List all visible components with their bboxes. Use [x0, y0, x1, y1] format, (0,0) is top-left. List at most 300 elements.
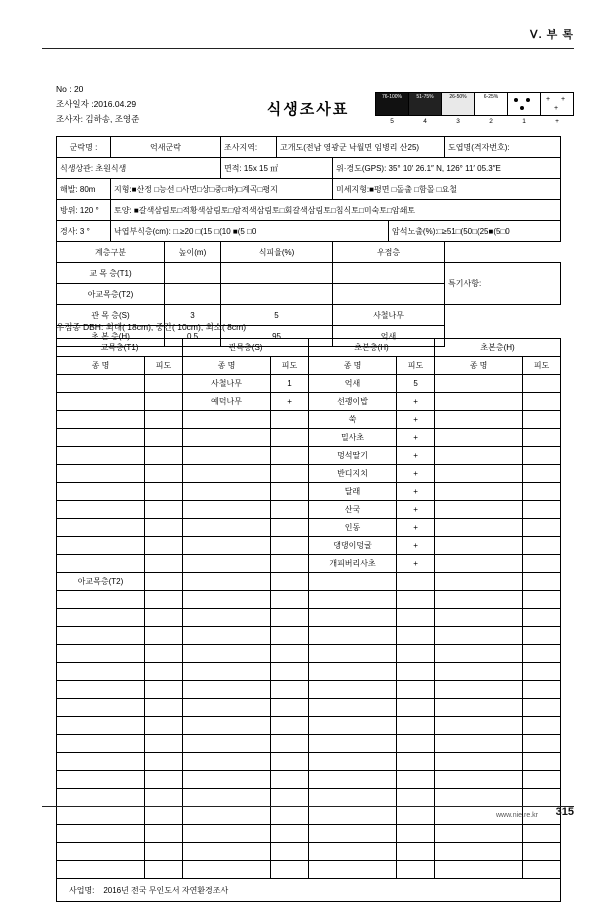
species-cover-cell[interactable] [523, 483, 561, 501]
species-name-cell[interactable] [309, 771, 397, 789]
species-name-cell[interactable] [57, 555, 145, 573]
species-name-cell[interactable] [309, 717, 397, 735]
species-cover-cell[interactable] [397, 735, 435, 753]
species-name-cell[interactable]: 쑥 [309, 411, 397, 429]
species-cover-cell[interactable] [271, 555, 309, 573]
table-row [57, 843, 561, 861]
species-name-cell[interactable] [435, 771, 523, 789]
species-cover-cell[interactable] [145, 447, 183, 465]
label-map-sheet: 도엽명(격자번호): [445, 137, 561, 158]
species-cover-cell[interactable] [271, 609, 309, 627]
species-cover-cell[interactable] [145, 735, 183, 753]
species-cover-cell[interactable] [145, 699, 183, 717]
species-name-cell[interactable] [309, 663, 397, 681]
species-name-cell[interactable] [183, 735, 271, 753]
species-name-cell[interactable] [57, 861, 145, 879]
species-cover-cell[interactable] [271, 717, 309, 735]
species-name-cell[interactable] [183, 771, 271, 789]
species-name-cell[interactable]: 반디지치 [309, 465, 397, 483]
species-name-cell[interactable] [435, 699, 523, 717]
species-name-cell[interactable] [183, 483, 271, 501]
species-name-cell[interactable] [435, 537, 523, 555]
legend-cell-plus [540, 92, 574, 125]
species-name-cell[interactable] [183, 591, 271, 609]
value-microlandform[interactable]: 미세지형:■평면 □돌출 □함몰 □요철 [333, 179, 561, 200]
form-row-aspect [57, 200, 561, 221]
table-row [57, 753, 561, 771]
species-cover-cell[interactable] [271, 537, 309, 555]
value-gps[interactable]: 위·경도(GPS): 35° 10′ 26.1″ N, 126° 11′ 05.3″E [333, 158, 561, 179]
species-name-cell[interactable] [435, 861, 523, 879]
label-community: 군락명 : [57, 137, 111, 158]
dbh-line: 우점종 DBH: 최대( 18cm), 중간( 10cm), 최소( 8cm) [56, 322, 247, 332]
legend-dot-icon [514, 98, 518, 102]
species-name-cell[interactable]: 인동 [309, 519, 397, 537]
species-cover-cell[interactable] [271, 573, 309, 591]
species-cover-cell[interactable] [271, 411, 309, 429]
species-name-cell[interactable]: 산국 [309, 501, 397, 519]
species-name-cell[interactable] [435, 789, 523, 807]
strata-height-s[interactable]: 3 [165, 305, 221, 326]
species-cover-cell[interactable] [523, 627, 561, 645]
species-name-cell[interactable] [57, 519, 145, 537]
species-cover-cell[interactable] [397, 645, 435, 663]
subheader-name-2: 종 명 [183, 357, 271, 375]
table-row [57, 645, 561, 663]
species-name-cell[interactable] [183, 555, 271, 573]
form-row-community [57, 137, 561, 158]
survey-form-table [56, 136, 561, 347]
species-cover-cell[interactable]: + [397, 429, 435, 447]
species-name-cell[interactable] [183, 861, 271, 879]
species-name-cell[interactable] [183, 411, 271, 429]
table-row [57, 537, 561, 555]
value-soil[interactable]: 토양: ■갈색삼림토□적황색삼림토□암적색삼림토□회갈색삼림토□침식토□미숙토□암쇄토 [111, 200, 561, 221]
species-name-cell[interactable] [435, 483, 523, 501]
legend-cell-5 [375, 92, 409, 125]
species-name-cell[interactable] [435, 645, 523, 663]
species-name-cell[interactable] [57, 843, 145, 861]
species-name-cell[interactable] [57, 501, 145, 519]
legend-num-3: 3 [456, 118, 460, 125]
table-row [57, 861, 561, 879]
species-cover-cell[interactable] [145, 465, 183, 483]
species-name-cell[interactable] [435, 429, 523, 447]
species-name-cell[interactable] [435, 609, 523, 627]
species-cover-cell[interactable] [145, 861, 183, 879]
species-cover-cell[interactable] [397, 627, 435, 645]
species-cover-cell[interactable]: + [397, 393, 435, 411]
species-cover-cell[interactable] [271, 771, 309, 789]
strata-dominant-t1[interactable] [333, 263, 445, 284]
species-name-cell[interactable] [183, 519, 271, 537]
value-slope[interactable]: 경사: 3 ° [57, 221, 111, 242]
table-row [57, 591, 561, 609]
species-cover-cell[interactable] [523, 681, 561, 699]
species-name-cell[interactable] [309, 645, 397, 663]
species-name-cell[interactable] [183, 699, 271, 717]
species-name-cell[interactable] [57, 627, 145, 645]
legend-num-4: 4 [423, 118, 427, 125]
strata-row-t1 [57, 263, 561, 284]
species-cover-cell[interactable] [145, 483, 183, 501]
species-cover-cell[interactable] [145, 555, 183, 573]
species-name-cell[interactable] [309, 627, 397, 645]
species-cover-cell[interactable] [523, 753, 561, 771]
form-row-slope [57, 221, 561, 242]
species-cover-cell[interactable] [145, 429, 183, 447]
species-name-cell[interactable] [435, 447, 523, 465]
table-row [57, 411, 561, 429]
species-cover-cell[interactable] [397, 681, 435, 699]
species-name-cell[interactable] [435, 393, 523, 411]
species-cover-cell[interactable] [145, 537, 183, 555]
species-name-cell[interactable] [183, 447, 271, 465]
page-header [0, 26, 616, 49]
legend-cell-1 [507, 92, 541, 125]
strata-dominant-s[interactable]: 사철나무 [333, 305, 445, 326]
species-name-cell[interactable] [435, 375, 523, 393]
strata-dominant-t2[interactable] [333, 284, 445, 305]
survey-no: No : 20 [56, 84, 84, 94]
species-name-cell[interactable] [435, 663, 523, 681]
species-name-cell[interactable] [309, 735, 397, 753]
species-cover-cell[interactable]: + [397, 447, 435, 465]
species-cover-cell[interactable] [271, 753, 309, 771]
species-cover-cell[interactable]: + [271, 393, 309, 411]
species-cover-cell[interactable] [145, 591, 183, 609]
species-cover-cell[interactable] [145, 843, 183, 861]
species-cover-cell[interactable] [145, 519, 183, 537]
species-name-cell[interactable] [183, 753, 271, 771]
value-litter-layer[interactable]: 낙엽부식층(cm): □.≥20 □(15 □(10 ■(5 □0 [111, 221, 389, 242]
group-header-h2: 초본층(H) [435, 339, 561, 357]
species-cover-cell[interactable] [271, 501, 309, 519]
species-cover-cell[interactable] [145, 573, 183, 591]
chapter-title: Ⅴ. 부 록 [530, 29, 574, 41]
table-row [57, 789, 561, 807]
species-name-cell[interactable] [309, 699, 397, 717]
group-header-s: 관목층(S) [183, 339, 309, 357]
species-name-cell[interactable] [57, 717, 145, 735]
project-row [57, 879, 561, 902]
species-cover-cell[interactable]: + [397, 537, 435, 555]
species-name-cell[interactable]: 사철나무 [183, 375, 271, 393]
species-cover-cell[interactable] [145, 753, 183, 771]
page-title: 식생조사표 [266, 101, 350, 118]
species-name-cell[interactable] [183, 573, 271, 591]
species-name-cell[interactable] [57, 447, 145, 465]
species-name-cell[interactable] [57, 591, 145, 609]
species-name-cell[interactable] [435, 627, 523, 645]
species-name-cell[interactable]: 아교목층(T2) [57, 573, 145, 591]
strata-cover-s[interactable]: 5 [221, 305, 333, 326]
species-cover-cell[interactable]: + [397, 483, 435, 501]
species-cover-cell[interactable] [523, 465, 561, 483]
subheader-cover-3: 피도 [397, 357, 435, 375]
species-cover-cell[interactable]: 5 [397, 375, 435, 393]
species-name-cell[interactable] [57, 537, 145, 555]
species-name-cell[interactable] [309, 843, 397, 861]
species-cover-cell[interactable] [271, 735, 309, 753]
species-cover-cell[interactable] [523, 537, 561, 555]
species-cover-cell[interactable] [397, 699, 435, 717]
species-cover-cell[interactable] [145, 789, 183, 807]
species-name-cell[interactable]: 댕댕이덩굴 [309, 537, 397, 555]
strata-col-name: 계층구분 [57, 242, 165, 263]
value-rock-exposure[interactable]: 암석노출(%):□≥51□(50□(25■(5□0 [389, 221, 561, 242]
species-cover-cell[interactable] [523, 591, 561, 609]
species-cover-cell[interactable] [523, 519, 561, 537]
species-cover-cell[interactable] [271, 591, 309, 609]
value-aspect[interactable]: 방위: 120 ° [57, 200, 111, 221]
species-name-cell[interactable] [309, 807, 397, 825]
species-name-cell[interactable]: 예덕나무 [183, 393, 271, 411]
subheader-cover-2: 피도 [271, 357, 309, 375]
project-value: 2016년 전국 무인도서 자연환경조사 [103, 885, 229, 895]
species-name-cell[interactable] [183, 843, 271, 861]
table-row [57, 375, 561, 393]
species-cover-cell[interactable] [271, 645, 309, 663]
species-name-cell[interactable] [57, 429, 145, 447]
species-cover-cell[interactable] [271, 447, 309, 465]
species-name-cell[interactable] [435, 717, 523, 735]
species-cover-cell[interactable] [523, 771, 561, 789]
species-name-cell[interactable] [309, 861, 397, 879]
species-name-cell[interactable] [309, 789, 397, 807]
species-cover-cell[interactable] [271, 699, 309, 717]
species-cover-cell[interactable] [145, 375, 183, 393]
species-name-cell[interactable] [57, 483, 145, 501]
cover-class-legend [376, 92, 574, 125]
species-cover-cell[interactable] [523, 645, 561, 663]
species-cover-cell[interactable] [397, 807, 435, 825]
species-name-cell[interactable]: 달래 [309, 483, 397, 501]
species-cover-cell[interactable] [271, 663, 309, 681]
legend-plus-icon: + [561, 96, 566, 103]
species-name-cell[interactable] [435, 501, 523, 519]
footer-page-number: 315 [555, 806, 574, 818]
strata-name-s: 관 목 층(S) [57, 305, 165, 326]
species-name-cell[interactable] [309, 753, 397, 771]
species-cover-cell[interactable] [271, 465, 309, 483]
species-name-cell[interactable] [183, 645, 271, 663]
value-elevation[interactable]: 해발: 80m [57, 179, 111, 200]
table-row [57, 717, 561, 735]
species-cover-cell[interactable] [523, 501, 561, 519]
species-cover-cell[interactable] [145, 609, 183, 627]
species-name-cell[interactable] [309, 681, 397, 699]
species-name-cell[interactable] [183, 627, 271, 645]
species-name-cell[interactable] [435, 555, 523, 573]
species-cover-cell[interactable] [397, 573, 435, 591]
strata-height-h[interactable]: 0.5 [165, 326, 221, 347]
legend-num-5: 5 [390, 118, 394, 125]
species-cover-cell[interactable] [271, 429, 309, 447]
species-cover-cell[interactable] [523, 735, 561, 753]
legend-num-2: 2 [489, 118, 493, 125]
note-label: 특기사항: [445, 263, 561, 305]
subheader-name-1: 종 명 [57, 357, 145, 375]
species-name-cell[interactable] [435, 411, 523, 429]
species-cover-cell[interactable] [397, 789, 435, 807]
species-name-cell[interactable] [57, 771, 145, 789]
strata-cover-h[interactable]: 95 [221, 326, 333, 347]
species-name-cell[interactable] [435, 591, 523, 609]
species-cover-cell[interactable] [271, 627, 309, 645]
species-cover-cell[interactable] [523, 393, 561, 411]
species-name-cell[interactable] [309, 591, 397, 609]
header-divider [42, 48, 574, 49]
species-name-cell[interactable] [57, 375, 145, 393]
species-name-cell[interactable] [57, 789, 145, 807]
species-cover-cell[interactable] [145, 681, 183, 699]
strata-cover-t2[interactable] [221, 284, 333, 305]
species-cover-cell[interactable] [523, 555, 561, 573]
species-cover-cell[interactable] [397, 753, 435, 771]
legend-dot-icon [520, 106, 524, 110]
species-table [56, 338, 561, 902]
species-cover-cell[interactable] [523, 699, 561, 717]
species-name-cell[interactable] [435, 573, 523, 591]
table-row [57, 447, 561, 465]
species-name-cell[interactable] [57, 735, 145, 753]
species-cover-cell[interactable]: + [397, 501, 435, 519]
species-cover-cell[interactable] [397, 663, 435, 681]
species-name-cell[interactable] [435, 753, 523, 771]
species-cover-cell[interactable]: 1 [271, 375, 309, 393]
species-cover-cell[interactable] [523, 609, 561, 627]
species-cover-cell[interactable]: + [397, 555, 435, 573]
table-row [57, 483, 561, 501]
species-name-cell[interactable] [183, 609, 271, 627]
species-name-cell[interactable]: 밀사초 [309, 429, 397, 447]
species-cover-cell[interactable] [271, 843, 309, 861]
species-name-cell[interactable] [435, 843, 523, 861]
species-name-cell[interactable] [57, 465, 145, 483]
species-cover-cell[interactable] [523, 861, 561, 879]
note-body-1 [445, 305, 561, 326]
species-name-cell[interactable] [57, 411, 145, 429]
species-name-cell[interactable] [57, 609, 145, 627]
value-community[interactable]: 억새군락 [111, 137, 221, 158]
species-cover-cell[interactable] [145, 807, 183, 825]
species-cover-cell[interactable] [145, 411, 183, 429]
species-cover-cell[interactable] [397, 843, 435, 861]
table-row [57, 699, 561, 717]
table-row [57, 663, 561, 681]
species-cover-cell[interactable] [523, 843, 561, 861]
species-cover-cell[interactable] [145, 393, 183, 411]
species-name-cell[interactable]: 개피버리사초 [309, 555, 397, 573]
form-row-physiognomy [57, 158, 561, 179]
value-area[interactable]: 면적: 15x 15 ㎡ [221, 158, 333, 179]
species-cover-cell[interactable] [145, 501, 183, 519]
species-cover-cell[interactable] [145, 663, 183, 681]
species-name-cell[interactable] [57, 699, 145, 717]
species-cover-cell[interactable]: + [397, 519, 435, 537]
strata-cover-t1[interactable] [221, 263, 333, 284]
value-survey-area[interactable]: 고개도(전남 영광군 낙월면 임병리 산25) [277, 137, 445, 158]
species-name-cell[interactable] [57, 393, 145, 411]
species-name-cell[interactable] [435, 465, 523, 483]
species-name-cell[interactable] [57, 681, 145, 699]
species-cover-cell[interactable] [397, 771, 435, 789]
species-name-cell[interactable] [57, 645, 145, 663]
species-name-cell[interactable]: 억새 [309, 375, 397, 393]
species-cover-cell[interactable] [523, 573, 561, 591]
species-name-cell[interactable] [183, 807, 271, 825]
table-row [57, 807, 561, 825]
species-cover-cell[interactable]: + [397, 411, 435, 429]
species-cover-cell[interactable] [523, 717, 561, 735]
species-cover-cell[interactable] [523, 429, 561, 447]
species-cover-cell[interactable]: + [397, 465, 435, 483]
species-name-cell[interactable] [183, 717, 271, 735]
species-cover-cell[interactable] [397, 861, 435, 879]
species-name-cell[interactable]: 멍석딸기 [309, 447, 397, 465]
species-cover-cell[interactable] [271, 483, 309, 501]
species-cover-cell[interactable] [397, 609, 435, 627]
species-name-cell[interactable] [183, 663, 271, 681]
species-cover-cell[interactable] [523, 663, 561, 681]
strata-height-t2[interactable] [165, 284, 221, 305]
species-name-cell[interactable]: 선괭이밥 [309, 393, 397, 411]
species-cover-cell[interactable] [271, 519, 309, 537]
table-row [57, 609, 561, 627]
species-cover-cell[interactable] [145, 627, 183, 645]
species-cover-cell[interactable] [523, 411, 561, 429]
project-cell [57, 879, 561, 902]
species-cover-cell[interactable] [523, 447, 561, 465]
species-name-cell[interactable] [309, 609, 397, 627]
species-name-cell[interactable] [309, 573, 397, 591]
species-name-cell[interactable] [57, 663, 145, 681]
subheader-cover-1: 피도 [145, 357, 183, 375]
species-name-cell[interactable] [183, 537, 271, 555]
species-cover-cell[interactable] [397, 717, 435, 735]
species-name-cell[interactable] [435, 519, 523, 537]
species-cover-cell[interactable] [523, 375, 561, 393]
species-name-cell[interactable] [183, 465, 271, 483]
value-physiognomy[interactable]: 식생상관: 초원식생 [57, 158, 221, 179]
species-cover-cell[interactable] [523, 789, 561, 807]
species-name-cell[interactable] [57, 753, 145, 771]
table-row [57, 429, 561, 447]
species-cover-cell[interactable] [145, 771, 183, 789]
strata-height-t1[interactable] [165, 263, 221, 284]
species-cover-cell[interactable] [271, 861, 309, 879]
species-name-cell[interactable] [183, 789, 271, 807]
species-name-cell[interactable] [57, 807, 145, 825]
legend-num-plus: + [555, 118, 559, 125]
species-name-cell[interactable] [435, 681, 523, 699]
species-name-cell[interactable] [183, 501, 271, 519]
strata-dominant-h[interactable]: 억새 [333, 326, 445, 347]
species-cover-cell[interactable] [145, 645, 183, 663]
species-cover-cell[interactable] [271, 681, 309, 699]
species-cover-cell[interactable] [397, 591, 435, 609]
project-label: 사업명: [69, 885, 95, 895]
species-name-cell[interactable] [183, 429, 271, 447]
value-landform[interactable]: 지형:■산정 □능선 □사면□상□중□하)□계곡□평지 [111, 179, 333, 200]
species-name-cell[interactable] [183, 681, 271, 699]
species-cover-cell[interactable] [145, 717, 183, 735]
species-name-cell[interactable] [435, 735, 523, 753]
species-table-body [57, 375, 561, 879]
species-cover-cell[interactable] [271, 789, 309, 807]
species-cover-cell[interactable] [271, 807, 309, 825]
